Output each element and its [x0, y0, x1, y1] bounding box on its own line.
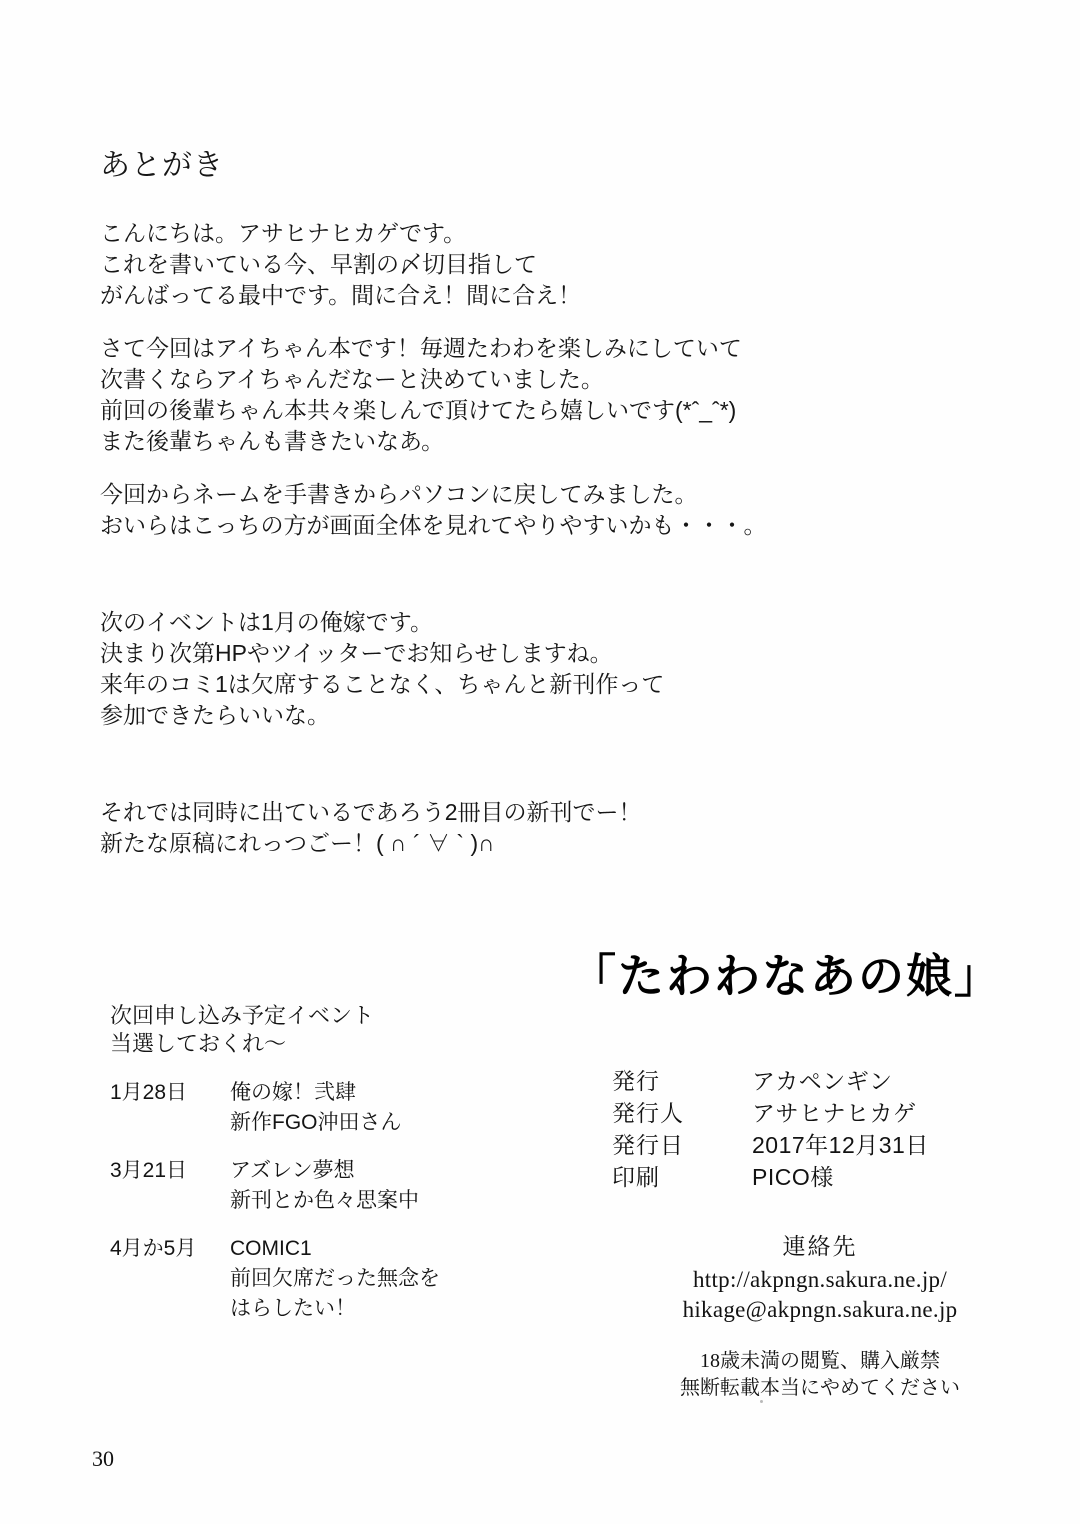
afterword-line: 次のイベントは1月の俺嫁です。	[100, 609, 433, 635]
afterword-line: さて今回はアイちゃん本です！毎週たわわを楽しみにしていて	[100, 335, 742, 361]
colophon-label: 発行日	[612, 1132, 684, 1158]
paragraph-spacer	[100, 563, 900, 607]
event-description-line: COMIC1	[230, 1237, 312, 1260]
list-item	[110, 1078, 550, 1138]
contact-section	[590, 1228, 1050, 1325]
upcoming-events-section	[110, 1002, 550, 1342]
afterword-body	[100, 218, 900, 859]
afterword-line: これを書いている今、早割の〆切目指して	[100, 251, 537, 277]
event-description	[230, 1234, 440, 1324]
colophon-value: アカペンギン	[752, 1068, 893, 1094]
afterword-line: がんばってる最中です。間に合え！間に合え！	[100, 282, 582, 308]
afterword-line: おいらはこっちの方が画面全体を見れてやりやすいかも・・・。	[100, 512, 767, 538]
colophon-value: PICO様	[752, 1164, 834, 1190]
contact-email[interactable]: hikage@akpngn.sakura.ne.jp	[682, 1297, 958, 1322]
notice-line: 18歳未満の閲覧、購入厳禁	[700, 1350, 940, 1372]
afterword-line: 来年のコミ1は欠席することなく、ちゃんと新刊作って	[100, 671, 665, 697]
events-heading-line: 次回申し込み予定イベント	[110, 1003, 375, 1028]
list-item	[110, 1156, 550, 1216]
event-date: 3月21日	[110, 1159, 188, 1182]
afterword-line: 参加できたらいいな。	[100, 702, 330, 728]
page-number: 30	[92, 1446, 114, 1471]
afterword-line: 次書くならアイちゃんだなーと決めていました。	[100, 366, 604, 392]
afterword-line: また後輩ちゃんも書きたいなあ。	[100, 428, 445, 454]
age-restriction-notice	[590, 1348, 1050, 1402]
colophon-row	[612, 1065, 1032, 1097]
colophon-row	[612, 1097, 1032, 1129]
notice-line: 無断転載本当にやめてください	[680, 1377, 960, 1399]
colophon-label: 発行	[612, 1068, 660, 1094]
contact-url[interactable]: http://akpngn.sakura.ne.jp/	[692, 1267, 948, 1292]
afterword-heading: あとがき	[100, 149, 224, 182]
afterword-line: 今回からネームを手書きからパソコンに戻してみました。	[100, 481, 698, 507]
event-date: 4月か5月	[110, 1237, 197, 1260]
event-description-line: 新刊とか色々思案中	[230, 1189, 419, 1212]
colophon-row	[612, 1129, 1032, 1161]
work-title: 「たわわなあの娘」	[570, 950, 1002, 1002]
colophon-value: 2017年12月31日	[752, 1132, 929, 1158]
upcoming-events-heading	[110, 1002, 550, 1058]
print-mark	[760, 1400, 763, 1403]
contact-heading: 連絡先	[782, 1233, 858, 1259]
afterword-line: 新たな原稿にれっつごー！( ∩ ´ ∀ ` )∩	[100, 830, 495, 856]
colophon-label: 印刷	[612, 1164, 660, 1190]
afterword-paragraph	[100, 218, 900, 311]
afterword-paragraph	[100, 333, 900, 457]
colophon-value: アサヒナヒカゲ	[752, 1100, 917, 1126]
afterword-line: 決まり次第HPやツイッターでお知らせしますね。	[100, 640, 613, 666]
event-list	[110, 1078, 550, 1324]
event-description	[230, 1078, 402, 1138]
afterword-line: こんにちは。アサヒナヒカゲです。	[100, 220, 467, 246]
list-item	[110, 1234, 550, 1324]
afterword-paragraph	[100, 479, 900, 541]
event-date: 1月28日	[110, 1081, 188, 1104]
paragraph-spacer	[100, 753, 900, 797]
event-description-line: アズレン夢想	[230, 1159, 355, 1182]
colophon-row	[612, 1161, 1032, 1193]
event-description-line: 俺の嫁！弐肆	[230, 1081, 356, 1104]
afterword-line: 前回の後輩ちゃん本共々楽しんで頂けてたら嬉しいです(*ˆ_ˆ*)	[100, 397, 737, 423]
colophon-label: 発行人	[612, 1100, 684, 1126]
event-description	[230, 1156, 419, 1216]
afterword-line: それでは同時に出ているであろう2冊目の新刊でー！	[100, 799, 642, 825]
colophon-section	[612, 1065, 1032, 1193]
afterword-paragraph	[100, 607, 900, 731]
event-description-line: 前回欠席だった無念を	[230, 1267, 440, 1290]
events-heading-line: 当選しておくれ～	[110, 1031, 287, 1056]
afterword-paragraph	[100, 797, 900, 859]
event-description-line: 新作FGO沖田さん	[230, 1111, 402, 1134]
event-description-line: はらしたい！	[230, 1297, 356, 1320]
